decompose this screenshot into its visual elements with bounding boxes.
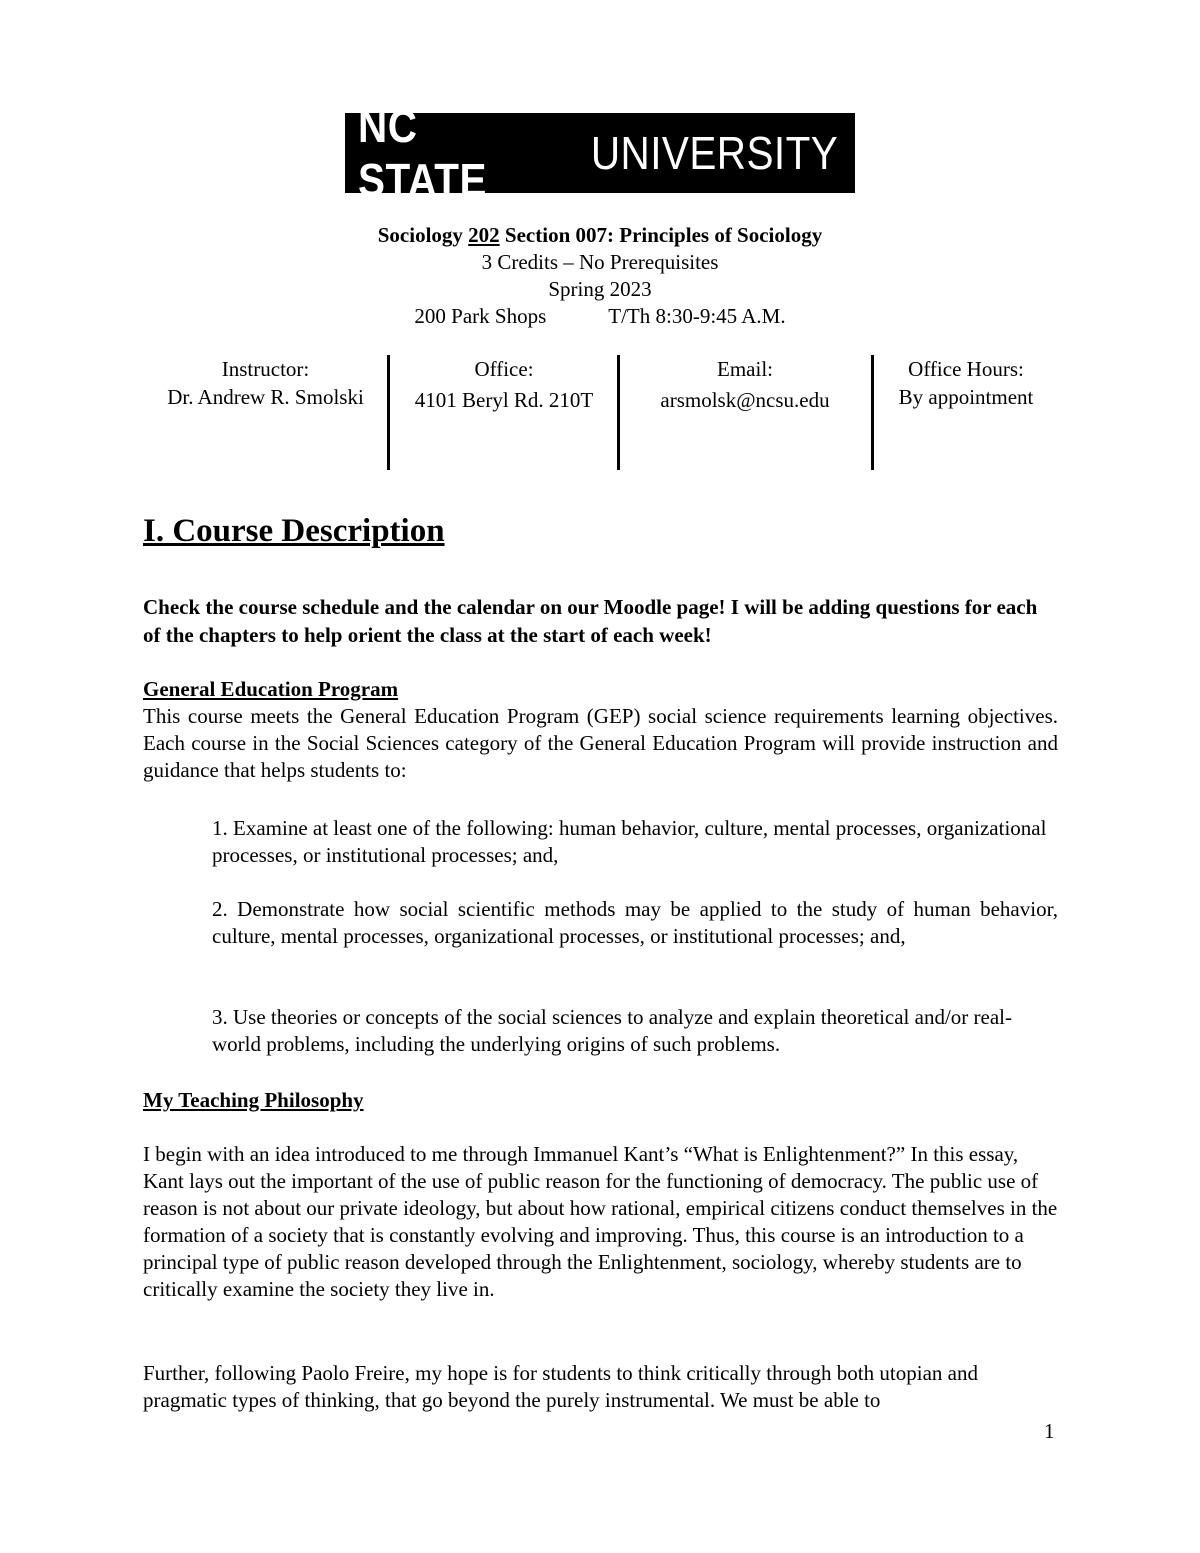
course-location-time bbox=[0, 303, 1200, 330]
office-cell bbox=[390, 355, 618, 470]
office-label: Office: bbox=[474, 357, 534, 381]
instructor-label: Instructor: bbox=[221, 357, 310, 381]
course-location: 200 Park Shops bbox=[414, 304, 547, 328]
office-hours-label: Office Hours: bbox=[908, 357, 1024, 381]
teaching-philosophy-heading: My Teaching Philosophy bbox=[143, 1088, 364, 1112]
course-title-prefix: Sociology bbox=[377, 223, 469, 247]
logo-light-text: UNIVERSITY bbox=[590, 127, 839, 179]
course-term: Spring 2023 bbox=[548, 277, 652, 301]
nc-state-logo bbox=[345, 100, 855, 206]
gep-heading: General Education Program bbox=[143, 677, 399, 701]
objective-item-2: 2. Demonstrate how social scientific methods may be applied to the study of human behavior, culture, mental processes, organizational processes, or institutional processes; and, bbox=[212, 897, 1058, 948]
course-title bbox=[0, 222, 1200, 249]
philosophy-paragraph-2: Further, following Paolo Freire, my hope is for students to think critically through both utopian and pragmatic types of thinking, that go beyond the purely instrumental. We must be able to bbox=[143, 1361, 978, 1412]
office-hours-value: By appointment bbox=[898, 385, 1034, 409]
email-value[interactable]: arsmolsk@ncsu.edu bbox=[660, 388, 830, 412]
gep-paragraph: This course meets the General Education Program (GEP) social science requirements learning objectives. Each course in the Social Sciences category of the General Education Program will provide instruction and guidance that helps students to: bbox=[143, 704, 1058, 782]
logo-bold-text: NC STATE bbox=[358, 100, 487, 206]
contact-info-table bbox=[143, 355, 1058, 470]
objective-item-1: 1. Examine at least one of the following: human behavior, culture, mental processes, organizational processes, or institutional processes; and, bbox=[212, 816, 1047, 867]
objective-item-3: 3. Use theories or concepts of the social sciences to analyze and explain theoretical and/or real-world problems, including the underlying origins of such problems. bbox=[212, 1005, 1012, 1056]
moodle-notice: Check the course schedule and the calendar on our Moodle page! I will be adding questions for each of the chapters to help orient the class at the start of each week! bbox=[143, 595, 1038, 647]
instructor-value: Dr. Andrew R. Smolski bbox=[167, 385, 364, 409]
course-time: T/Th 8:30-9:45 A.M. bbox=[608, 304, 786, 328]
page-number: 1 bbox=[1044, 1419, 1055, 1443]
email-label: Email: bbox=[717, 357, 773, 381]
email-cell bbox=[620, 355, 870, 470]
course-title-suffix: Section 007: Principles of Sociology bbox=[499, 223, 823, 247]
section-heading-course-description: I. Course Description bbox=[143, 513, 445, 549]
course-number: 202 bbox=[468, 223, 500, 247]
instructor-cell bbox=[143, 355, 388, 470]
office-hours-cell bbox=[874, 355, 1058, 470]
office-value: 4101 Beryl Rd. 210T bbox=[414, 388, 594, 412]
philosophy-paragraph-1: I begin with an idea introduced to me through Immanuel Kant’s “What is Enlightenment?” In this essay, Kant lays out the important of the use of public reason for the functioning of democracy. The public use of reason is not about our private ideology, but about how rational, empirical citizens conduct themselves in the formation of a society that is constantly evolving and improving. Thus, this course is an introduction to a principal type of public reason developed through the Enlightenment, sociology, whereby students are to critically examine the society they live in. bbox=[143, 1142, 1058, 1301]
course-credits: 3 Credits – No Prerequisites bbox=[481, 250, 719, 274]
